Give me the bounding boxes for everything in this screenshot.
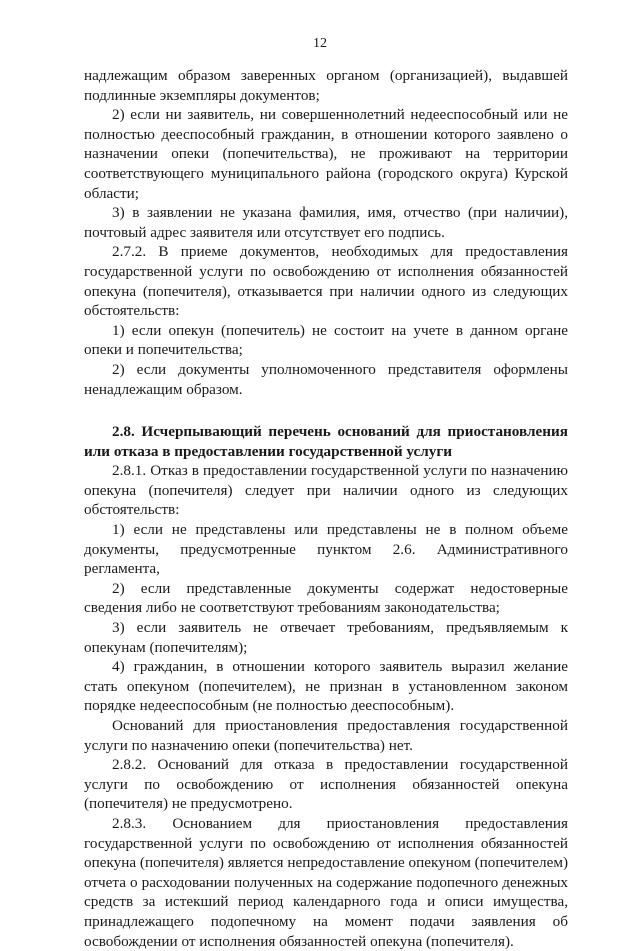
paragraph: 1) если опекун (попечитель) не состоит на учете в данном органе опеки и попечительства;: [84, 321, 568, 359]
section-heading: 2.8. Исчерпывающий перечень оснований для приостановления или отказа в предоставлении государственной услуги: [84, 423, 568, 460]
paragraph: 2.8.1. Отказ в предоставлении государственной услуги по назначению опекуна (попечителя) следует при наличии одного из следующих обстоятельств:: [84, 462, 568, 519]
paragraph: Оснований для приостановления предоставления государственной услуги по назначению опеки (попечительства) нет.: [84, 717, 568, 754]
paragraph: 2.8.3. Основанием для приостановления предоставления государственной услуги по освобождению от исполнения обязанностей опекуна (попечителя) является непредоставление опекуном (попечителем) отчета о расходовании полученных на содержание подопечного денежных средств за истекший период календарного года и описи имущества, принадлежащего подопечному на момент подачи заявления об освобождении от исполнения обязанностей опекуна (попечителя).: [84, 814, 569, 950]
paragraph: 3) в заявлении не указана фамилия, имя, отчество (при наличии), почтовый адрес заявителя или отсутствует его подпись.: [84, 204, 568, 241]
paragraph: 3) если заявитель не отвечает требованиям, предъявляемым к опекунам (попечителям);: [84, 619, 568, 656]
document-body: [84, 66, 568, 951]
paragraph: 2.8.2. Оснований для отказа в предоставлении государственной услуги по освобождению от исполнения обязанностей опекуна (попечителя) не предусмотрено.: [84, 756, 568, 813]
paragraph: 2) если ни заявитель, ни совершеннолетний недееспособный или не полностью дееспособный гражданин, в отношении которого заявлено о назначении опеки (попечительства), не проживают на территории соответствующего муниципального района (городского округа) Курской области;: [84, 106, 568, 202]
paragraph: 2.7.2. В приеме документов, необходимых для предоставления государственной услуги по освобождению от исполнения обязанностей опекуна (попечителя), отказывается при наличии одного из следующих обстоятельств:: [84, 243, 568, 320]
paragraph: 1) если не представлены или представлены не в полном объеме документы, предусмотренные пунктом 2.6. Административного регламента,: [84, 521, 568, 578]
paragraph: надлежащим образом заверенных органом (организацией), выдавшей подлинные экземпляры документов;: [84, 67, 568, 104]
paragraph: 2) если документы уполномоченного представителя оформлены ненадлежащим образом.: [84, 360, 568, 398]
paragraph: 2) если представленные документы содержат недостоверные сведения либо не соответствуют требованиям законодательства;: [84, 579, 568, 617]
paragraph: 4) гражданин, в отношении которого заявитель выразил желание стать опекуном (попечителем), не признан в установленном законом порядке недееспособным (не полностью дееспособным).: [84, 658, 568, 715]
page-number: 12: [313, 36, 327, 51]
